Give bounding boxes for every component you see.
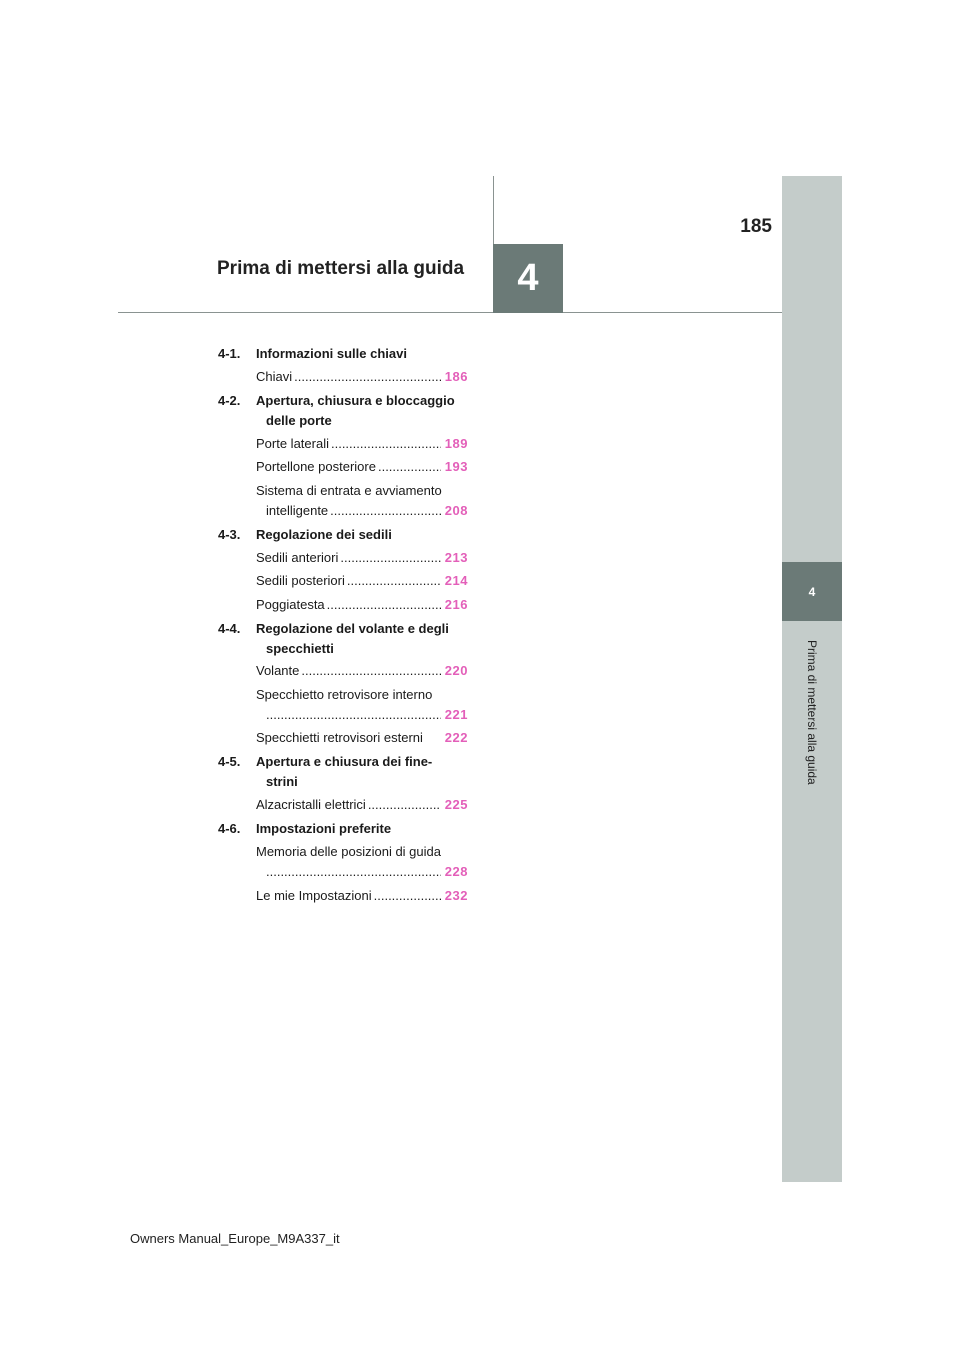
toc-entry[interactable] xyxy=(218,729,468,747)
toc-section xyxy=(218,753,468,771)
entry-title: Chiavi xyxy=(256,369,293,384)
chapter-title: Prima di mettersi alla guida xyxy=(217,258,465,279)
header-horizontal-rule xyxy=(118,312,782,313)
toc-section xyxy=(218,820,468,838)
entry-title: Poggiatesta xyxy=(256,597,325,612)
entry-title: Sedili anteriori xyxy=(256,550,339,565)
page-link[interactable]: 216 xyxy=(444,597,468,612)
chapter-number-box: 4 xyxy=(493,244,563,313)
page-link[interactable]: 189 xyxy=(444,436,468,451)
toc-entry[interactable] xyxy=(218,863,468,881)
entry-title: Portellone posteriore xyxy=(256,459,376,474)
entry-title: Sistema di entrata e avviamento xyxy=(256,483,442,498)
page-link[interactable]: 228 xyxy=(444,864,468,879)
toc-entry[interactable] xyxy=(218,706,468,724)
entry-title: Memoria delle posizioni di guida xyxy=(256,844,441,859)
entry-title: Le mie Impostazioni xyxy=(256,888,372,903)
entry-title-cont: intelligente xyxy=(266,503,329,518)
toc-entry-line1 xyxy=(218,686,468,704)
side-chapter-tab[interactable]: 4 xyxy=(782,562,842,621)
toc-entry[interactable] xyxy=(218,572,468,590)
section-number: 4-4. xyxy=(218,621,241,636)
page-link[interactable]: 193 xyxy=(444,459,468,474)
toc-entry[interactable] xyxy=(218,549,468,567)
toc-section-cont xyxy=(218,640,468,658)
section-title: Regolazione dei sedili xyxy=(256,527,392,542)
section-title: Apertura, chiusura e bloccaggio xyxy=(256,393,455,408)
toc-entry[interactable] xyxy=(218,596,468,614)
section-number: 4-3. xyxy=(218,527,241,542)
page-link[interactable]: 213 xyxy=(444,550,468,565)
toc-entry-line1 xyxy=(218,843,468,861)
section-number: 4-6. xyxy=(218,821,241,836)
toc-section xyxy=(218,392,468,410)
entry-title: Porte laterali xyxy=(256,436,329,451)
page-link[interactable]: 208 xyxy=(444,503,468,518)
toc-entry[interactable] xyxy=(218,458,468,476)
toc-entry[interactable] xyxy=(218,662,468,680)
entry-title: Alzacristalli elettrici xyxy=(256,797,366,812)
toc-entry[interactable] xyxy=(218,368,468,386)
entry-title: Specchietto retrovisore interno xyxy=(256,687,433,702)
page-link[interactable]: 186 xyxy=(444,369,468,384)
toc-section-cont xyxy=(218,773,468,791)
entry-title: Specchietti retrovisori esterni xyxy=(256,730,423,745)
toc-section xyxy=(218,526,468,544)
page-link[interactable]: 232 xyxy=(444,888,468,903)
section-title: Informazioni sulle chiavi xyxy=(256,346,407,361)
page-number: 185 xyxy=(740,216,772,237)
entry-title: Sedili posteriori xyxy=(256,573,345,588)
toc-entry[interactable] xyxy=(218,435,468,453)
page-link[interactable]: 221 xyxy=(444,707,468,722)
side-chapter-label: Prima di mettersi alla guida xyxy=(805,640,819,785)
toc-entry[interactable] xyxy=(218,887,468,905)
page-link[interactable]: 225 xyxy=(444,797,468,812)
section-title: Regolazione del volante e degli xyxy=(256,621,449,636)
section-title-cont: strini xyxy=(266,774,298,789)
page-link[interactable]: 222 xyxy=(444,730,468,745)
section-title: Impostazioni preferite xyxy=(256,821,392,836)
toc-section-cont xyxy=(218,412,468,430)
entry-title: Volante xyxy=(256,663,300,678)
header-vertical-rule xyxy=(493,176,494,246)
section-number: 4-2. xyxy=(218,393,241,408)
footer-doc-id: Owners Manual_Europe_M9A337_it xyxy=(130,1231,340,1246)
toc-entry[interactable] xyxy=(218,502,468,520)
page-link[interactable]: 220 xyxy=(444,663,468,678)
toc-entry[interactable] xyxy=(218,796,468,814)
toc-section xyxy=(218,620,468,638)
page-link[interactable]: 214 xyxy=(444,573,468,588)
section-number: 4-1. xyxy=(218,346,241,361)
toc-section xyxy=(218,345,468,363)
section-title-cont: delle porte xyxy=(266,413,332,428)
section-number: 4-5. xyxy=(218,754,241,769)
section-title-cont: specchietti xyxy=(266,641,334,656)
toc-entry-line1 xyxy=(218,482,468,500)
section-title: Apertura e chiusura dei fine- xyxy=(256,754,433,769)
